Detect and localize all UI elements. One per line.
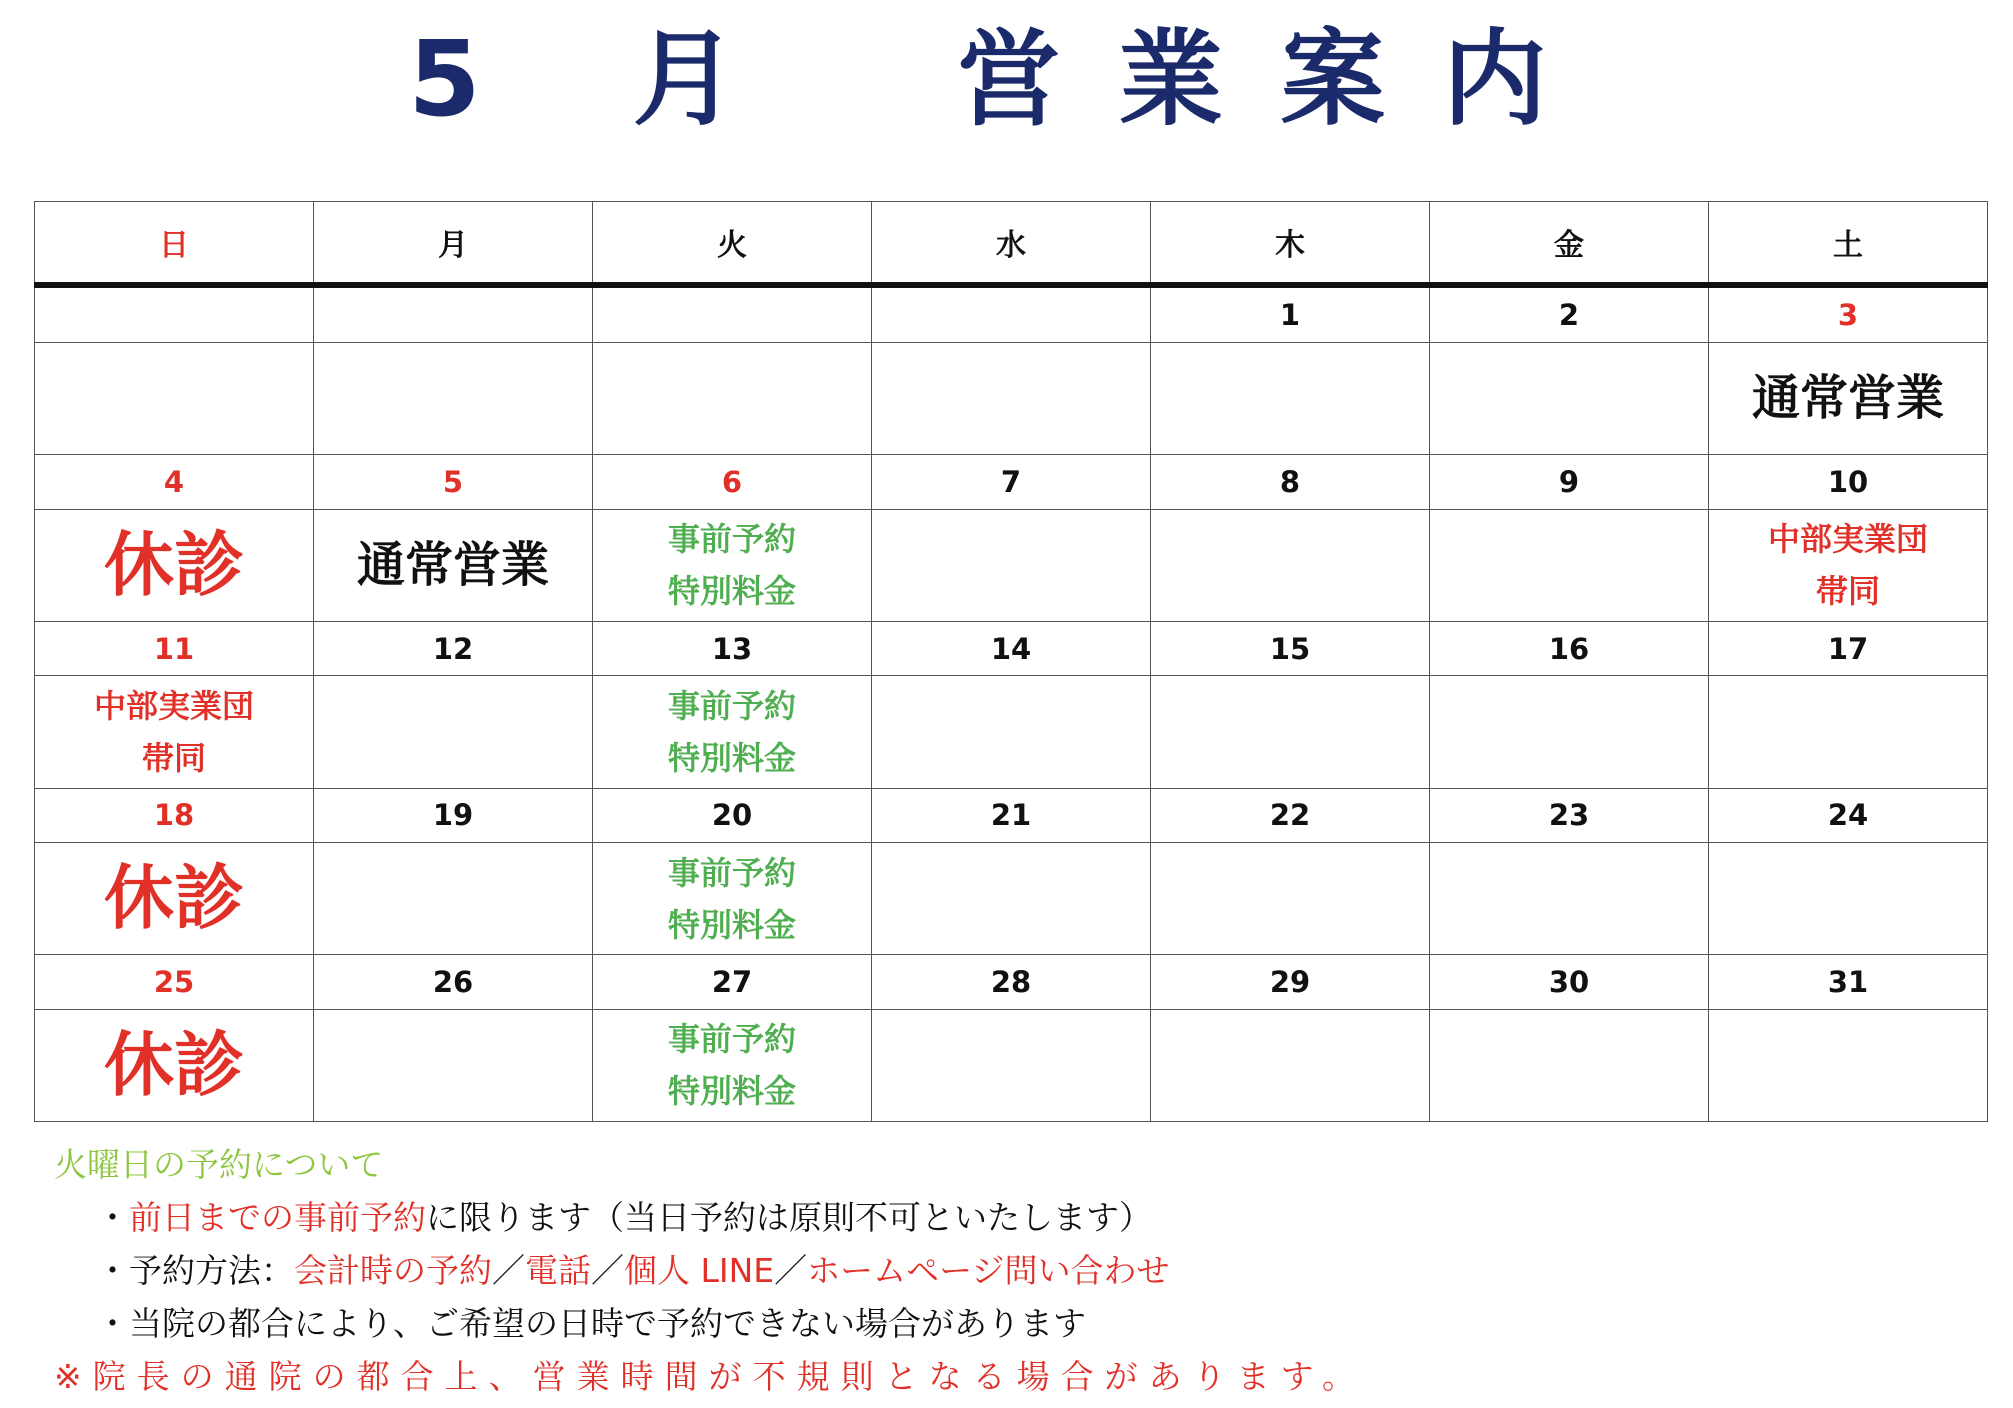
day-cell [872,1009,1151,1121]
day-cell [1709,1009,1988,1121]
date-number: 2 [1430,285,1709,342]
date-number-row [35,788,1988,843]
day-note: 帯同 [1815,572,1880,611]
date-number: 6 [593,455,872,510]
date-number: 29 [1151,955,1430,1010]
date-number: 28 [872,955,1151,1010]
day-cell [593,676,872,788]
date-number: 16 [1430,621,1709,676]
weekday-monday: 月 [314,202,593,286]
day-note: 事前予約 [667,520,796,559]
day-note: 特別料金 [667,1072,796,1111]
day-note: 休診 [104,857,244,940]
notes-warning: ※院長の通院の都合上、営業時間が不規則となる場合があります。 [54,1357,1367,1396]
date-number: 19 [314,788,593,843]
day-cell [35,676,314,788]
date-number: 17 [1709,621,1988,676]
day-note: 帯同 [141,738,206,777]
date-number: 12 [314,621,593,676]
day-cell [314,843,593,955]
notes-segment: ／ [774,1251,808,1290]
day-cell [35,1009,314,1121]
date-number: 15 [1151,621,1430,676]
day-note: 特別料金 [667,572,796,611]
notes-section [54,1138,1984,1403]
day-cell [1709,509,1988,621]
day-note: 中部実業団 [1767,520,1928,559]
day-cell [593,342,872,454]
day-content-row [35,342,1988,454]
day-note: 事前予約 [667,1020,796,1059]
weekday-thursday: 木 [1151,202,1430,286]
day-note: 特別料金 [667,905,796,944]
day-cell [35,843,314,955]
calendar-table [34,201,1988,1122]
day-cell [314,676,593,788]
notes-segment: 前日までの事前予約 [129,1198,426,1237]
date-number [35,285,314,342]
day-cell [593,843,872,955]
day-content-row [35,676,1988,788]
notes-segment: ・予約方法： [96,1251,294,1290]
date-number-row [35,955,1988,1010]
day-cell [1430,509,1709,621]
notes-segment: 個人 LINE [624,1251,775,1290]
notes-segment: ・ [96,1198,129,1237]
weekday-header-row [35,202,1988,286]
day-cell [1151,1009,1430,1121]
notes-segment: 会計時の予約 [294,1251,492,1290]
notes-segment: ホームページ問い合わせ [807,1251,1170,1290]
date-number: 26 [314,955,593,1010]
day-cell [1709,843,1988,955]
date-number-row [35,285,1988,342]
date-number: 13 [593,621,872,676]
date-number: 22 [1151,788,1430,843]
date-number: 7 [872,455,1151,510]
notes-line-2 [54,1244,1984,1297]
day-cell [872,676,1151,788]
date-number: 4 [35,455,314,510]
day-cell [872,843,1151,955]
date-number-row [35,455,1988,510]
day-cell [872,509,1151,621]
day-cell [35,342,314,454]
day-note: 中部実業団 [93,686,254,725]
notes-heading: 火曜日の予約について [54,1145,384,1184]
date-number: 24 [1709,788,1988,843]
weekday-wednesday: 水 [872,202,1151,286]
date-number: 5 [314,455,593,510]
day-note: 事前予約 [667,853,796,892]
day-note: 特別料金 [667,738,796,777]
notes-segment: に限ります（当日予約は原則不可といたします） [426,1198,1152,1237]
day-cell [872,342,1151,454]
notes-segment: 電話 [525,1251,591,1290]
day-cell [1430,676,1709,788]
day-content-row [35,843,1988,955]
day-cell [1151,342,1430,454]
page-title: 5 月 営業案内 [408,18,1605,140]
date-number: 23 [1430,788,1709,843]
date-number [314,285,593,342]
day-note: 休診 [104,1024,244,1107]
day-cell [35,509,314,621]
day-cell [1709,676,1988,788]
notes-line-1 [54,1191,1984,1244]
date-number: 11 [35,621,314,676]
day-content-row [35,509,1988,621]
date-number: 20 [593,788,872,843]
weekday-sunday: 日 [35,202,314,286]
date-number: 25 [35,955,314,1010]
day-cell [1151,509,1430,621]
date-number [872,285,1151,342]
notes-line-3: ・当院の都合により、ご希望の日時で予約できない場合があります [96,1304,1086,1343]
date-number: 8 [1151,455,1430,510]
date-number: 1 [1151,285,1430,342]
notes-segment: ／ [492,1251,525,1290]
day-note: 通常営業 [356,536,549,593]
day-cell [314,1009,593,1121]
day-cell [593,509,872,621]
day-cell [1151,843,1430,955]
date-number: 18 [35,788,314,843]
day-cell [593,1009,872,1121]
date-number-row [35,621,1988,676]
day-cell [1430,1009,1709,1121]
day-cell [314,509,593,621]
date-number: 9 [1430,455,1709,510]
weekday-tuesday: 火 [593,202,872,286]
date-number: 10 [1709,455,1988,510]
date-number [593,285,872,342]
day-note: 事前予約 [667,686,796,725]
day-content-row [35,1009,1988,1121]
day-cell [1709,342,1988,454]
day-note: 通常営業 [1751,370,1944,427]
notes-segment: ／ [591,1251,624,1290]
date-number: 14 [872,621,1151,676]
date-number: 31 [1709,955,1988,1010]
day-cell [1430,342,1709,454]
day-note: 休診 [104,523,244,606]
weekday-friday: 金 [1430,202,1709,286]
day-cell [1151,676,1430,788]
date-number: 27 [593,955,872,1010]
date-number: 21 [872,788,1151,843]
date-number: 30 [1430,955,1709,1010]
day-cell [1430,843,1709,955]
weekday-saturday: 土 [1709,202,1988,286]
date-number: 3 [1709,285,1988,342]
day-cell [314,342,593,454]
